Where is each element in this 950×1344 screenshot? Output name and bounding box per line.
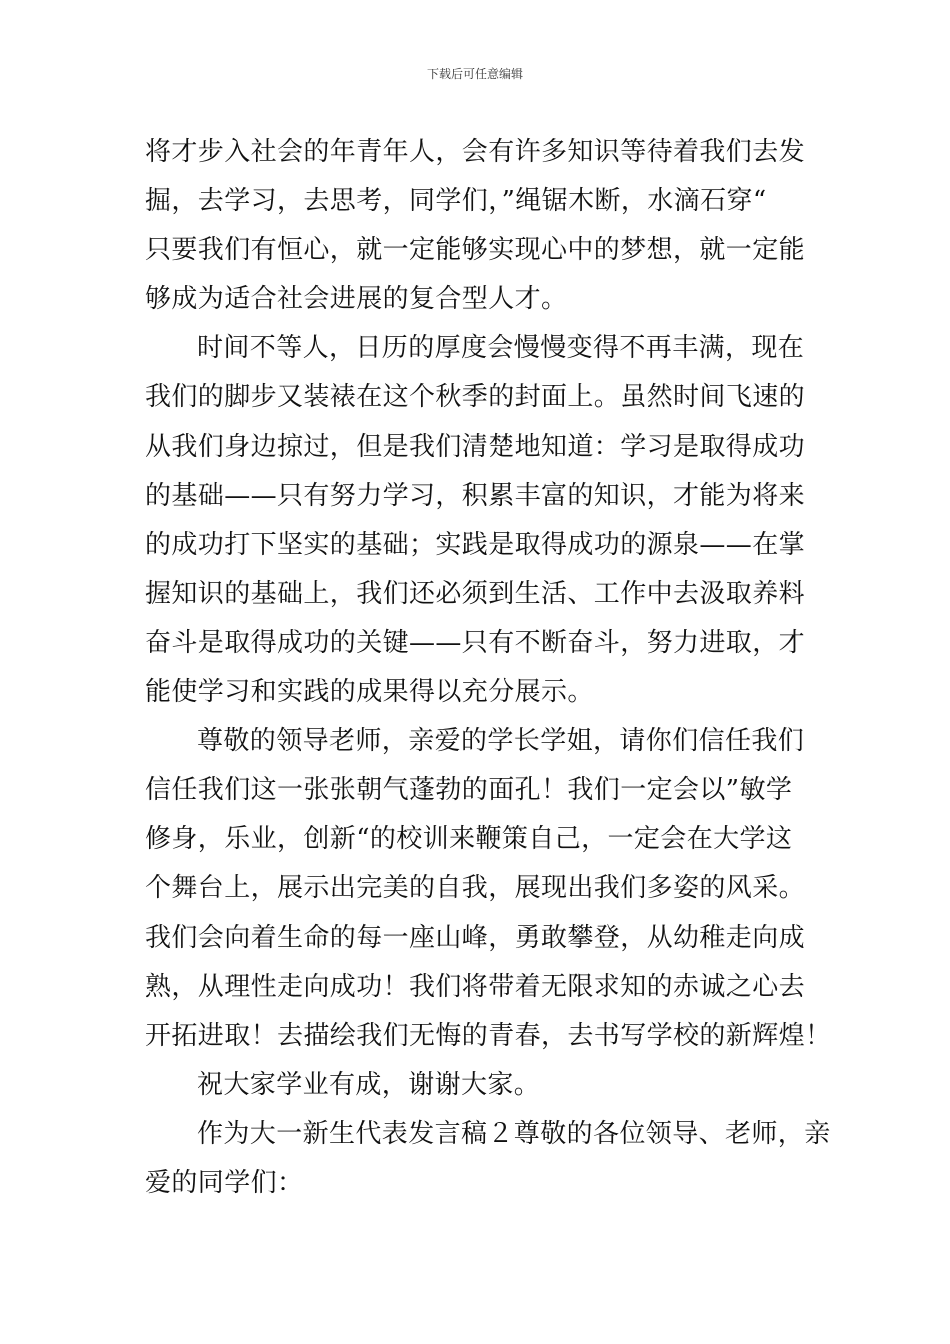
text-line: 能使学习和实践的成果得以充分展示。	[145, 677, 594, 708]
text-line: 信任我们这一张张朝气蓬勃的面孔！我们一定会以”敏学	[145, 775, 793, 806]
text-line: 只要我们有恒心，就一定能够实现心中的梦想，就一定能	[145, 235, 806, 266]
text-line: 爱的同学们：	[145, 1167, 304, 1198]
text-line: 祝大家学业有成，谢谢大家。	[197, 1069, 541, 1100]
text-line: 我们会向着生命的每一座山峰，勇敢攀登，从幼稚走向成	[145, 922, 806, 953]
text-line: 握知识的基础上，我们还必须到生活、工作中去汲取养料	[145, 578, 806, 609]
text-line: 开拓进取！去描绘我们无悔的青春，去书写学校的新辉煌！	[145, 1020, 832, 1051]
text-line: 的基础——只有努力学习，积累丰富的知识，才能为将来	[145, 480, 806, 511]
text-line: 从我们身边掠过，但是我们清楚地知道：学习是取得成功	[145, 431, 806, 462]
text-line: 作为大一新生代表发言稿２尊敬的各位领导、老师，亲	[197, 1118, 831, 1149]
text-line: 熟，从理性走向成功！我们将带着无限求知的赤诚之心去	[145, 971, 806, 1002]
text-line: 时间不等人，日历的厚度会慢慢变得不再丰满，现在	[197, 333, 805, 364]
page-header: 下载后可任意编辑	[426, 67, 523, 81]
text-line: 我们的脚步又装裱在这个秋季的封面上。虽然时间飞速的	[145, 382, 806, 413]
text-line: 修身，乐业，创新“的校训来鞭策自己，一定会在大学这	[145, 824, 793, 855]
text-line: 够成为适合社会进展的复合型人才。	[145, 284, 568, 315]
document-body	[145, 128, 832, 1208]
text-line: 将才步入社会的年青年人，会有许多知识等待着我们去发	[145, 137, 806, 167]
text-line: 奋斗是取得成功的关键——只有不断奋斗，努力进取，才	[145, 627, 806, 658]
text-line: 掘，去学习，去思考，同学们，”绳锯木断，水滴石穿“	[145, 186, 767, 217]
text-line: 尊敬的领导老师，亲爱的学长学姐，请你们信任我们	[197, 726, 805, 757]
text-line: 的成功打下坚实的基础；实践是取得成功的源泉——在掌	[145, 529, 806, 560]
text-line: 个舞台上，展示出完美的自我，展现出我们多姿的风采。	[145, 873, 806, 904]
